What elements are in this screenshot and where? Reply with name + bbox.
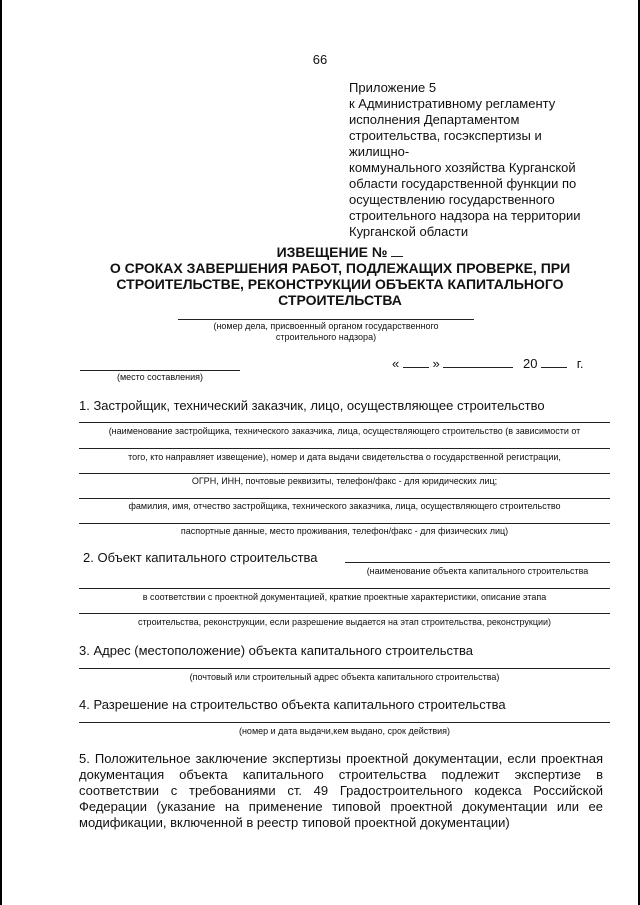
page-number: 66	[312, 52, 328, 67]
section4-heading: 4. Разрешение на строительство объекта капитального строительства	[79, 697, 506, 712]
notice-subtitle-line: СТРОИТЕЛЬСТВА	[278, 292, 402, 308]
object-field-2[interactable]	[79, 588, 610, 589]
address-caption: (почтовый или строительный адрес объекта капитального строительства)	[189, 672, 500, 682]
notice-subtitle-line: О СРОКАХ ЗАВЕРШЕНИЯ РАБОТ, ПОДЛЕЖАЩИХ ПРОВЕРКЕ, ПРИ	[109, 260, 571, 276]
section5-text: 5. Положительное заключение экспертизы проектной документации, если проектная документация объекта капитального строительства подлежит экспертизе в соответствии с требованиями ст. 49 Градостроительного кодекса Российской Федерации (указание на применение типовой проектной документации или ее модификации, включенной в реестр типовой проектной документации)	[79, 751, 603, 830]
page-edge-left	[0, 0, 2, 905]
address-field[interactable]	[79, 668, 610, 669]
year-field[interactable]	[541, 355, 567, 368]
notice-title: ИЗВЕЩЕНИЕ №	[100, 244, 580, 260]
case-number-field[interactable]	[178, 319, 474, 320]
place-caption: (место составления)	[116, 372, 204, 382]
object-caption: (наименование объекта капитального строительства	[366, 566, 589, 576]
permit-caption: (номер и дата выдачи,кем выдано, срок действия)	[238, 726, 451, 736]
day-field[interactable]	[403, 355, 429, 368]
section3-heading: 3. Адрес (местоположение) объекта капитального строительства	[79, 643, 473, 658]
developer-field-4[interactable]	[79, 498, 610, 499]
appendix-line: исполнения Департаментом	[349, 112, 520, 127]
notice-heading	[100, 244, 580, 308]
developer-caption: ОГРН, ИНН, почтовые реквизиты, телефон/факс - для юридических лиц;	[191, 476, 498, 486]
object-field-3[interactable]	[79, 613, 610, 614]
developer-field-1[interactable]	[79, 422, 610, 423]
object-field-1[interactable]	[345, 562, 610, 563]
permit-field[interactable]	[79, 722, 610, 723]
appendix-line: строительства, госэкспертизы и жилищно-	[349, 128, 542, 159]
section2-heading: 2. Объект капитального строительства	[83, 550, 318, 565]
place-field[interactable]	[80, 370, 240, 371]
object-caption: строительства, реконструкции, если разрешение выдается на этап строительства, реконструкции)	[137, 617, 552, 627]
date-line: « » 20 г.	[392, 356, 584, 371]
appendix-line: строительного надзора на территории	[349, 208, 581, 223]
object-caption: в соответствии с проектной документацией, краткие проектные характеристики, описание этапа	[142, 592, 547, 602]
appendix-line: осуществлению государственного	[349, 192, 555, 207]
developer-caption: паспортные данные, место проживания, телефон/факс - для физических лиц)	[180, 526, 509, 536]
appendix-line: коммунального хозяйства Курганской	[349, 160, 576, 175]
notice-number-blank[interactable]	[391, 244, 403, 257]
appendix-block	[349, 80, 594, 240]
developer-caption: фамилия, имя, отчество застройщика, технического заказчика, лица, осуществляющего строительство	[128, 501, 561, 511]
case-number-caption: (номер дела, присвоенный органом государственного строительного надзора)	[213, 321, 439, 342]
month-field[interactable]	[443, 355, 513, 368]
developer-field-2[interactable]	[79, 448, 610, 449]
appendix-title: Приложение 5	[349, 80, 437, 95]
appendix-line: к Административному регламенту	[349, 96, 556, 111]
notice-subtitle-line: СТРОИТЕЛЬСТВЕ, РЕКОНСТРУКЦИИ ОБЪЕКТА КАПИТАЛЬНОГО	[116, 276, 564, 292]
appendix-line: Курганской области	[349, 224, 469, 239]
section1-heading: 1. Застройщик, технический заказчик, лицо, осуществляющее строительство	[79, 398, 545, 413]
appendix-line: области государственной функции по	[349, 176, 577, 191]
developer-field-5[interactable]	[79, 523, 610, 524]
developer-caption: (наименование застройщика, технического заказчика, лица, осуществляющего строительство (в зависимости от	[108, 426, 581, 436]
developer-caption: того, кто направляет извещение), номер и дата выдачи свидетельства о государственной регистрации,	[128, 452, 561, 462]
developer-field-3[interactable]	[79, 473, 610, 474]
